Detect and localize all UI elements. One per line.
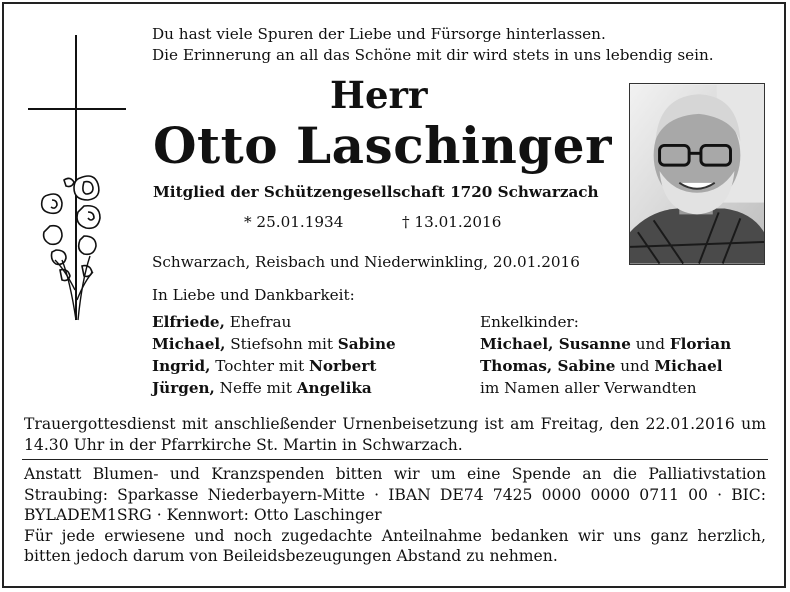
grandchildren-and: und <box>630 335 670 353</box>
grandchildren-names: Thomas, Sabine <box>480 357 616 375</box>
donation-text: Anstatt Blumen- und Kranzspenden bitten wir um eine Spende an die Palliativstation Straubing: Sparkasse Niederbayern-Mitte · IBAN DE74 7425 0000 0000 0711 00 · BIC: BYLADEM1SRG · Kennwort: Otto Laschinger <box>24 465 766 524</box>
mourner-with: mit <box>302 335 338 353</box>
mourner-row <box>152 355 396 377</box>
mourner-name: Michael, <box>152 335 226 353</box>
grandchildren-name: Michael <box>654 357 723 375</box>
cross-with-roses-icon <box>20 30 140 330</box>
mourner-partner: Norbert <box>309 357 377 375</box>
grandchildren-names: Michael, Susanne <box>480 335 631 353</box>
donation-section <box>24 464 766 567</box>
mourner-row <box>152 333 396 355</box>
funeral-service-text: Trauergottesdienst mit anschließender Urnenbeisetzung ist am Freitag, den 22.01.2016 um 14.30 Uhr in der Pfarrkirche St. Martin in Schwarzach. <box>24 415 766 454</box>
mourner-row <box>152 377 396 399</box>
divider <box>22 459 768 460</box>
mourner-relation: Ehefrau <box>224 313 292 331</box>
place-date: Schwarzach, Reisbach und Niederwinkling, 20.01.2016 <box>152 253 580 271</box>
deceased-name: Otto Laschinger <box>153 116 612 175</box>
relatives-line: im Namen aller Verwandten <box>480 379 697 397</box>
intro-line-1: Du hast viele Spuren der Liebe und Fürsorge hinterlassen. <box>152 25 606 43</box>
mourner-name: Jürgen, <box>152 379 215 397</box>
portrait-photo <box>629 83 765 265</box>
mourner-name: Elfriede, <box>152 313 225 331</box>
thanks-text: Für jede erwiesene und noch zugedachte Anteilnahme bedanken wir uns ganz herzlich, bitten jedoch darum von Beileidsbezeugungen Abstand zu nehmen. <box>24 526 766 565</box>
salutation: Herr <box>330 73 428 117</box>
grandchildren-row <box>480 355 731 377</box>
mourner-with: mit <box>261 379 297 397</box>
mourner-partner: Angelika <box>296 379 372 397</box>
mourner-with: mit <box>274 357 310 375</box>
mourner-relation: Stiefsohn <box>225 335 303 353</box>
membership: Mitglied der Schützengesellschaft 1720 Schwarzach <box>153 183 599 201</box>
mourner-partner: Sabine <box>337 335 396 353</box>
grandchildren-label: Enkelkinder: <box>480 313 579 331</box>
mourners-intro: In Liebe und Dankbarkeit: <box>152 286 355 304</box>
grandchildren-name: Florian <box>669 335 732 353</box>
mourners-right <box>480 311 731 399</box>
birth-date: * 25.01.1934 <box>244 213 344 231</box>
mourners-left <box>152 311 396 399</box>
grandchildren-and: und <box>615 357 655 375</box>
death-date: † 13.01.2016 <box>402 213 502 231</box>
intro-line-2: Die Erinnerung an all das Schöne mit dir wird stets in uns lebendig sein. <box>152 46 714 64</box>
grandchildren-row <box>480 333 731 355</box>
intro-quote <box>152 24 714 66</box>
mourner-relation: Neffe <box>214 379 262 397</box>
mourner-row <box>152 311 396 333</box>
mourner-name: Ingrid, <box>152 357 211 375</box>
mourner-relation: Tochter <box>210 357 275 375</box>
